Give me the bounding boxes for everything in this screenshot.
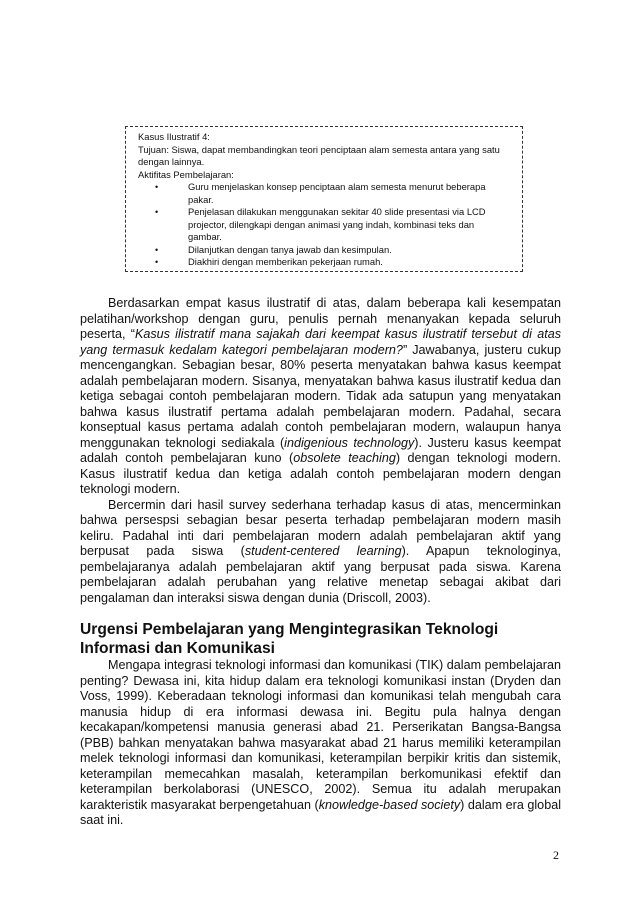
- list-item: • Guru menjelaskan konsep penciptaan alam semesta menurut beberapa pakar.: [188, 181, 510, 206]
- text-run: ) dengan teknologi modern. Kasus ilustratif kedua dan ketiga adalah contoh pembelajaran modern dengan teknologi modern.: [80, 451, 561, 496]
- text-run: ) dalam era global saat ini.: [80, 797, 561, 827]
- text-run: ). Apapun teknologinya, pembelajaranya adalah pembelajaran aktif yang berpusat pada siswa. Karena pembelajaran adalah perubahan yang relative menetap sebagai akibat dari pengalaman dan interaksi siswa dengan dunia (Driscoll, 2003).: [80, 544, 561, 605]
- italic-question: Kasus ilistratif mana sajakah dari keempat kasus ilustratif tersebut di atas yang termasuk kedalam kategori pembelajaran modern?: [80, 327, 561, 357]
- case-objective: Tujuan: Siswa, dapat membandingkan teori penciptaan alam semesta antara yang satu dengan lainnya.: [138, 143, 500, 167]
- text-run: ). Justeru kasus keempat adalah contoh pembelajaran kuno (: [80, 435, 561, 465]
- page-number: 2: [553, 848, 559, 862]
- activities-label: Aktifitas Pembelajaran:: [138, 168, 234, 180]
- section-heading: Urgensi Pembelajaran yang Mengintegrasikan Teknologi Informasi dan Komunikasi: [80, 621, 499, 657]
- italic-term: obsolete teaching: [293, 451, 396, 465]
- text-run: Mengapa integrasi teknologi informasi dan komunikasi (TIK) dalam pembelajaran penting? Dewasa ini, kita hidup dalam era teknologi komunikasi instan (Dryden dan Voss, 1999). Keberadaan teknologi informasi dan komunikasi telah mengubah cara manusia hidup di era informasi dewasa ini. Begitu pula halnya dengan kecakapan/kompetensi manusia generasi abad 21. Perserikatan Bangsa-Bangsa (PBB) bahkan menyatakan bahwa masyarakat abad 21 harus memiliki keterampilan melek teknologi informasi dan komunikasi, keterampilan berpikir kritis dan sistemik, keterampilan memecahkan masalah, keterampilan berkomunikasi efektif dan keterampilan berkolaborasi (UNESCO, 2002). Semua itu adalah merupakan karakteristik masyarakat berpengetahuan (: [80, 658, 561, 812]
- list-item: • Diakhiri dengan memberikan pekerjaan rumah.: [188, 256, 510, 269]
- italic-term: indigenious technology: [284, 435, 415, 450]
- illustrative-case-box: [125, 126, 523, 272]
- text-run: Bercermin dari hasil survey sederhana terhadap kasus di atas, mencerminkan bahwa persespsi sebagian besar peserta terhadap pembelajaran modern masih keliru. Padahal inti dari pembelajaran modern adalah pembelajaran aktif yang berpusat pada siswa (: [80, 497, 561, 558]
- body-section-1: [80, 296, 561, 606]
- list-item: • Dilanjutkan dengan tanya jawab dan kesimpulan.: [188, 244, 510, 257]
- italic-term: knowledge-based society: [318, 797, 461, 812]
- body-section-2: [80, 658, 561, 829]
- paragraph-ict-importance: [80, 658, 561, 829]
- list-item: • Penjelasan dilakukan menggunakan sekitar 40 slide presentasi via LCD projector, dilengkapi dengan animasi yang indah, kombinasi teks dan gambar.: [188, 206, 510, 244]
- text-run: ” Jawabanya, justeru cukup mencengangkan. Sebagian besar, 80% peserta menyatakan bahwa kasus keempat adalah pembelajaran modern. Sisanya, menyatakan bahwa kasus ilustratif kedua dan ketiga sebagai contoh pembelajaran modern. Tidak ada satupun yang menyatakan bahwa kasus ilustratif pertama adalah pembelajaran modern. Padahal, secara konseptual kasus pertama adalah contoh pembelajaran modern, walaupun hanya menggunakan teknologi sediakala (: [80, 342, 561, 450]
- activities-list: [138, 181, 510, 269]
- paragraph-reflection: [80, 498, 561, 607]
- text-run: Berdasarkan empat kasus ilustratif di atas, dalam beberapa kali kesempatan pelatihan/workshop dengan guru, penulis pernah menanyakan kepada seluruh peserta, “: [80, 296, 561, 341]
- paragraph-survey: [80, 296, 561, 498]
- case-title: Kasus Ilustratif 4:: [138, 131, 210, 142]
- italic-term: student-centered learning: [244, 544, 402, 558]
